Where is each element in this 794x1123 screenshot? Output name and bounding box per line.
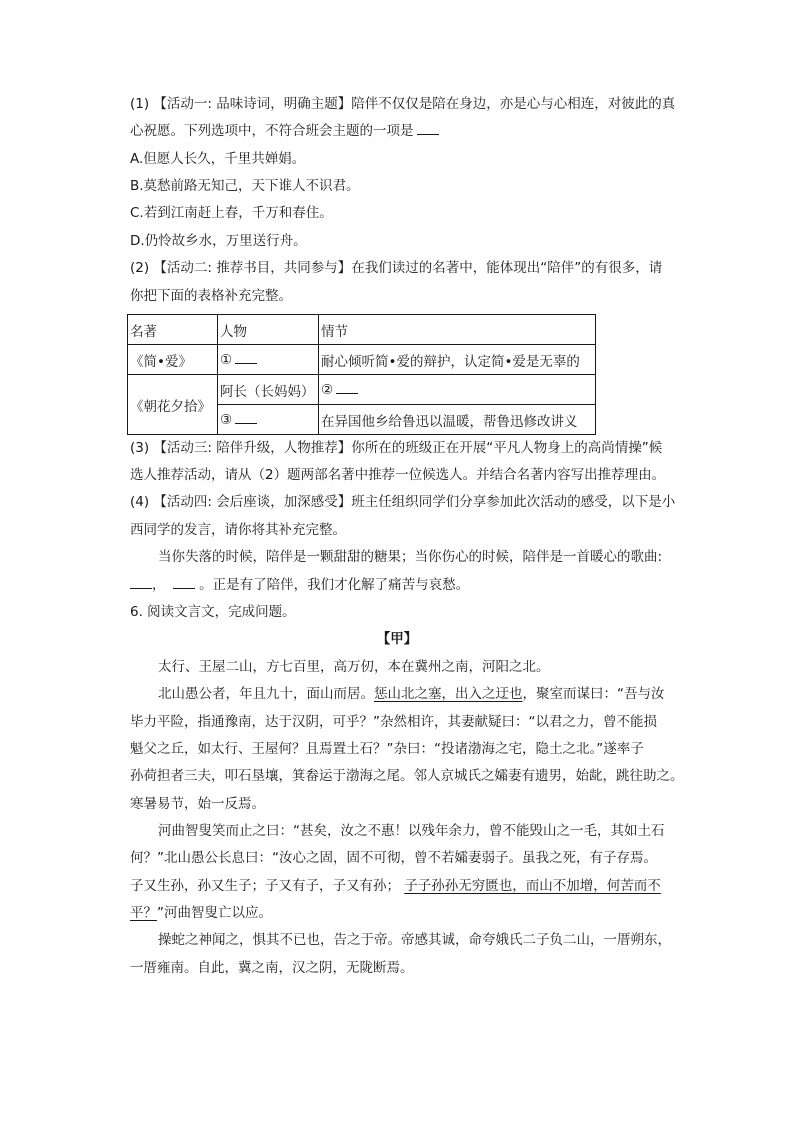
q3-line1: (3) 【活动三: 陪伴升级，人物推荐】你所在的班级正在开展“平凡人物身上的高尚情操”候: [130, 440, 663, 456]
answer-blank[interactable]: [173, 576, 195, 589]
answer-blank[interactable]: [235, 351, 257, 364]
p2-text-b: ，聚室而谋曰：“吾与汝: [522, 686, 665, 702]
passage-p2-line3: 魁父之丘，如太行、王屋何？且焉置土石？”杂曰：“投诸渤海之宅，隐土之北。”遂率子: [130, 741, 644, 757]
blank-marker-1: ①: [220, 352, 233, 368]
q4-line1: (4) 【活动四: 会后座谈，加深感受】班主任组织同学们分享参加此次活动的感受，以下是小: [130, 494, 676, 510]
passage-p3-line2: 何？”北山愚公长息曰：“汝心之固，固不可彻，曾不若孀妻弱子。虽我之死，有子存焉。: [130, 850, 657, 866]
cell-book: 《朝花夕拾》: [128, 375, 218, 435]
q1-line2-text: 心祝愿。下列选项中，不符合班会主题的一项是: [130, 123, 414, 139]
q4-line2: 西同学的发言，请你将其补充完整。: [130, 522, 346, 538]
blank-marker-3: ③: [220, 412, 233, 428]
answer-blank[interactable]: [336, 381, 358, 394]
option-c: C.若到江南赶上春，千万和春住。: [130, 205, 333, 221]
works-table: [127, 314, 596, 435]
blank-marker-2: ②: [321, 382, 334, 398]
passage-p3-line4: [130, 904, 272, 922]
passage-p2-line5: 寒暑易节，始一反焉。: [130, 796, 265, 812]
cell-person: [218, 405, 319, 435]
table-header-row: [128, 315, 596, 345]
passage-p3-line3: [130, 877, 661, 895]
q4-separator: ，: [152, 577, 166, 593]
passage-p4-line2: 一厝雍南。自此，冀之南，汉之阴，无陇断焉。: [130, 960, 414, 976]
p3-text-b: ”河曲智叟亡以应。: [157, 905, 272, 921]
answer-blank[interactable]: [130, 576, 152, 589]
option-d: D.仍怜故乡水，万里送行舟。: [130, 233, 307, 249]
q2-line2: 你把下面的表格补充完整。: [130, 288, 292, 304]
q4-line4: [130, 576, 469, 594]
p3-text-a: 子又生孙，孙又生子；子又有子，子又有孙；: [130, 878, 400, 894]
q1-line1: (1) 【活动一: 品味诗词，明确主题】陪伴不仅仅是陪在身边，亦是心与心相连，对彼此的真: [130, 96, 676, 112]
table-row: [128, 375, 596, 405]
passage-p1: 太行、王屋二山，方七百里，高万仞，本在冀州之南，河阳之北。: [158, 659, 550, 675]
passage-heading: 【甲】: [376, 631, 418, 647]
cell-plot: 耐心倾听简•爱的辩护，认定简•爱是无辜的: [319, 345, 596, 375]
passage-p3-line1: 河曲智叟笑而止之曰：“甚矣，汝之不惠！以残年余力，曾不能毁山之一毛，其如土石: [158, 823, 665, 839]
q2-line1: (2) 【活动二: 推荐书目，共同参与】在我们读过的名著中，能体现出“陪伴”的有很多，请: [130, 260, 663, 276]
passage-p2-line1: [158, 685, 665, 703]
p3-underlined-end: 平？: [130, 905, 157, 921]
option-b: B.莫愁前路无知己，天下谁人不识君。: [130, 178, 360, 194]
cell-plot: [319, 375, 596, 405]
q4-line4-end: 。正是有了陪伴，我们才化解了痛苦与哀愁。: [199, 577, 470, 593]
header-person: 人物: [218, 315, 319, 345]
header-plot: 情节: [319, 315, 596, 345]
cell-book: 《简•爱》: [128, 345, 218, 375]
answer-blank[interactable]: [417, 122, 439, 135]
passage-p2-line4: 孙荷担者三夫，叩石垦壤，箕畚运于渤海之尾。邻人京城氏之孀妻有遗男，始龀，跳往助之。: [130, 768, 684, 784]
passage-p4-line1: 操蛇之神闻之，惧其不已也，告之于帝。帝感其诚，命夸娥氏二子负二山，一厝朔东，: [158, 932, 671, 948]
p2-underlined: 惩山北之塞，出入之迂也: [374, 686, 523, 702]
q3-line2: 选人推荐活动，请从（2）题两部名著中推荐一位候选人。并结合名著内容写出推荐理由。: [130, 467, 666, 483]
cell-person: [218, 345, 319, 375]
cell-person: 阿长（长妈妈）: [218, 375, 319, 405]
option-a: A.但愿人长久，千里共婵娟。: [130, 151, 306, 167]
p2-text-a: 北山愚公者，年且九十，面山而居。: [158, 686, 374, 702]
q6-intro: 6. 阅读文言文，完成问题。: [130, 604, 296, 620]
cell-plot: 在异国他乡给鲁迅以温暖，帮鲁迅修改讲义: [319, 405, 596, 435]
passage-p2-line2: 毕力平险，指通豫南，达于汉阴，可乎？”杂然相许，其妻献疑曰：“以君之力，曾不能损: [130, 714, 657, 730]
q1-line2: [130, 122, 439, 140]
p3-underlined: 子子孙孙无穷匮也，而山不加增，何苦而不: [404, 878, 661, 894]
answer-blank[interactable]: [235, 411, 257, 424]
table-row: [128, 345, 596, 375]
header-book: 名著: [128, 315, 218, 345]
q4-line3: 当你失落的时候，陪伴是一颗甜甜的糖果；当你伤心的时候，陪伴是一首暖心的歌曲:: [158, 549, 663, 565]
